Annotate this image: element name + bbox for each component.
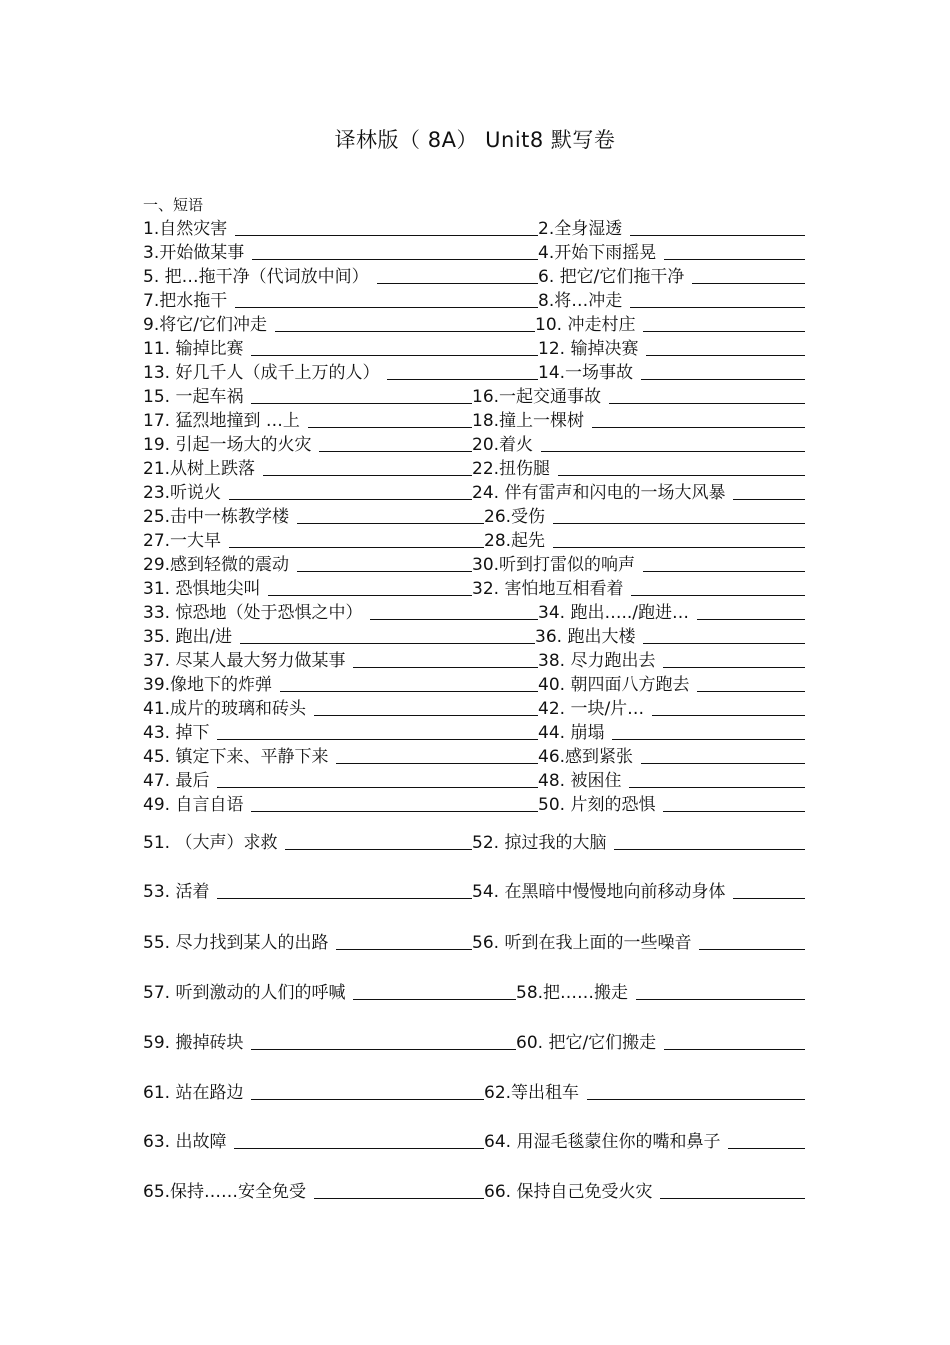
phrase-row <box>0 768 950 792</box>
phrase-prompt: 32. 害怕地互相看着 <box>472 579 624 599</box>
phrase-prompt: 56. 听到在我上面的一些噪音 <box>472 933 692 953</box>
phrase-prompt: 59. 搬掉砖块 <box>143 1033 244 1053</box>
phrase-item-right <box>516 980 805 1004</box>
answer-blank[interactable] <box>692 283 805 284</box>
phrase-row <box>0 1179 950 1203</box>
answer-blank[interactable] <box>646 355 805 356</box>
phrase-item-right <box>472 879 805 903</box>
answer-blank[interactable] <box>336 949 472 950</box>
phrase-item-right <box>538 288 805 312</box>
phrase-row <box>0 672 950 696</box>
phrase-prompt: 66. 保持自己免受火灾 <box>484 1182 653 1202</box>
answer-blank[interactable] <box>587 1099 805 1100</box>
phrase-item-left <box>143 624 535 648</box>
phrase-item-left <box>143 830 472 854</box>
phrase-prompt: 5. 把…拖干净（代词放中间） <box>143 267 369 287</box>
answer-blank[interactable] <box>643 643 805 644</box>
phrase-prompt: 55. 尽力找到某人的出路 <box>143 933 329 953</box>
answer-blank[interactable] <box>251 811 538 812</box>
phrase-item-right <box>538 336 805 360</box>
phrase-prompt: 33. 惊恐地（处于恐惧之中） <box>143 603 363 623</box>
phrase-prompt: 27.一大早 <box>143 531 222 551</box>
phrase-item-right <box>472 576 805 600</box>
phrase-item-left <box>143 672 538 696</box>
phrase-prompt: 47. 最后 <box>143 771 210 791</box>
answer-blank[interactable] <box>733 898 805 899</box>
phrase-prompt: 16.一起交通事故 <box>472 387 602 407</box>
phrase-item-left <box>143 576 472 600</box>
phrase-item-left <box>143 528 484 552</box>
answer-blank[interactable] <box>652 715 805 716</box>
phrase-prompt: 25.击中一栋教学楼 <box>143 507 290 527</box>
phrase-item-right <box>472 830 805 854</box>
phrase-prompt: 17. 猛烈地撞到 …上 <box>143 411 300 431</box>
phrase-prompt: 29.感到轻微的震动 <box>143 555 290 575</box>
phrase-item-right <box>538 768 805 792</box>
phrase-prompt: 15. 一起车祸 <box>143 387 244 407</box>
phrase-row <box>0 336 950 360</box>
phrase-prompt: 50. 片刻的恐惧 <box>538 795 656 815</box>
phrase-item-right <box>484 1179 805 1203</box>
phrase-prompt: 28.起先 <box>484 531 546 551</box>
answer-blank[interactable] <box>697 619 805 620</box>
phrase-item-right <box>472 552 805 576</box>
answer-blank[interactable] <box>636 999 805 1000</box>
phrase-row <box>0 1129 950 1153</box>
phrase-item-left <box>143 504 484 528</box>
phrase-prompt: 36. 跑出大楼 <box>535 627 636 647</box>
phrase-item-left <box>143 1129 484 1153</box>
phrase-item-right <box>484 1080 805 1104</box>
phrase-row <box>0 720 950 744</box>
section-heading: 一、短语 <box>143 196 204 214</box>
phrase-prompt: 40. 朝四面八方跑去 <box>538 675 690 695</box>
phrase-item-right <box>484 1129 805 1153</box>
phrase-prompt: 53. 活着 <box>143 882 210 902</box>
phrase-prompt: 46.感到紧张 <box>538 747 634 767</box>
answer-blank[interactable] <box>251 1099 484 1100</box>
answer-blank[interactable] <box>641 379 805 380</box>
answer-blank[interactable] <box>609 403 805 404</box>
answer-blank[interactable] <box>297 523 484 524</box>
phrase-item-right <box>538 696 805 720</box>
phrase-item-right <box>538 648 805 672</box>
answer-blank[interactable] <box>252 259 538 260</box>
answer-blank[interactable] <box>612 739 805 740</box>
phrase-prompt: 9.将它/它们冲走 <box>143 315 267 335</box>
phrase-row <box>0 528 950 552</box>
phrase-prompt: 6. 把它/它们拖干净 <box>538 267 685 287</box>
answer-blank[interactable] <box>319 451 472 452</box>
phrase-row <box>0 480 950 504</box>
phrase-item-left <box>143 930 472 954</box>
phrase-item-right <box>472 456 805 480</box>
phrase-prompt: 22.扭伤腿 <box>472 459 551 479</box>
phrase-prompt: 18.撞上一棵树 <box>472 411 585 431</box>
answer-blank[interactable] <box>275 331 535 332</box>
phrase-prompt: 2.全身湿透 <box>538 219 623 239</box>
answer-blank[interactable] <box>614 849 805 850</box>
answer-blank[interactable] <box>353 667 538 668</box>
phrase-item-right <box>484 528 805 552</box>
answer-blank[interactable] <box>663 811 805 812</box>
phrase-item-left <box>143 240 538 264</box>
phrase-item-right <box>535 624 805 648</box>
answer-blank[interactable] <box>234 1148 484 1149</box>
phrase-prompt: 37. 尽某人最大努力做某事 <box>143 651 346 671</box>
answer-blank[interactable] <box>630 235 805 236</box>
answer-blank[interactable] <box>229 499 472 500</box>
phrase-prompt: 4.开始下雨摇晃 <box>538 243 657 263</box>
answer-blank[interactable] <box>308 427 472 428</box>
answer-blank[interactable] <box>240 643 535 644</box>
answer-blank[interactable] <box>630 307 805 308</box>
phrase-prompt: 42. 一块/片… <box>538 699 645 719</box>
phrase-item-right <box>538 672 805 696</box>
answer-blank[interactable] <box>314 715 538 716</box>
phrase-prompt: 61. 站在路边 <box>143 1083 244 1103</box>
phrase-item-right <box>538 744 805 768</box>
answer-blank[interactable] <box>663 667 805 668</box>
phrase-prompt: 63. 出故障 <box>143 1132 227 1152</box>
phrase-prompt: 35. 跑出/进 <box>143 627 233 647</box>
answer-blank[interactable] <box>217 898 472 899</box>
answer-blank[interactable] <box>217 739 538 740</box>
phrase-item-left <box>143 456 472 480</box>
phrase-prompt: 30.听到打雷似的响声 <box>472 555 636 575</box>
phrase-item-left <box>143 1179 484 1203</box>
answer-blank[interactable] <box>353 999 516 1000</box>
phrase-item-right <box>538 792 805 816</box>
answer-blank[interactable] <box>553 547 805 548</box>
phrase-item-right <box>472 432 805 456</box>
answer-blank[interactable] <box>631 595 805 596</box>
phrase-item-left <box>143 336 538 360</box>
answer-blank[interactable] <box>664 259 805 260</box>
phrase-item-right <box>538 360 805 384</box>
phrase-item-left <box>143 600 538 624</box>
phrase-row <box>0 408 950 432</box>
phrase-row <box>0 504 950 528</box>
phrase-row <box>0 240 950 264</box>
phrase-row <box>0 792 950 816</box>
phrase-prompt: 65.保持……安全免受 <box>143 1182 307 1202</box>
phrase-prompt: 58.把……搬走 <box>516 983 629 1003</box>
answer-blank[interactable] <box>558 475 805 476</box>
phrase-item-left <box>143 432 472 456</box>
phrase-row <box>0 744 950 768</box>
phrase-prompt: 41.成片的玻璃和砖头 <box>143 699 307 719</box>
answer-blank[interactable] <box>229 547 484 548</box>
phrase-item-left <box>143 288 538 312</box>
phrase-row <box>0 552 950 576</box>
phrase-prompt: 24. 伴有雷声和闪电的一场大风暴 <box>472 483 726 503</box>
answer-blank[interactable] <box>697 691 805 692</box>
phrase-item-right <box>484 504 805 528</box>
phrase-item-left <box>143 1030 516 1054</box>
phrase-prompt: 31. 恐惧地尖叫 <box>143 579 261 599</box>
answer-blank[interactable] <box>541 451 805 452</box>
phrase-prompt: 48. 被困住 <box>538 771 622 791</box>
phrase-item-left <box>143 792 538 816</box>
phrase-item-right <box>472 408 805 432</box>
phrase-item-left <box>143 648 538 672</box>
answer-blank[interactable] <box>728 1148 805 1149</box>
phrase-item-left <box>143 264 538 288</box>
phrase-item-left <box>143 384 472 408</box>
answer-blank[interactable] <box>336 763 538 764</box>
phrase-row <box>0 576 950 600</box>
phrase-prompt: 45. 镇定下来、平静下来 <box>143 747 329 767</box>
answer-blank[interactable] <box>235 307 538 308</box>
phrase-prompt: 60. 把它/它们搬走 <box>516 1033 657 1053</box>
phrase-row <box>0 1080 950 1104</box>
answer-blank[interactable] <box>370 619 538 620</box>
phrase-item-left <box>143 696 538 720</box>
phrase-row <box>0 648 950 672</box>
answer-blank[interactable] <box>235 235 538 236</box>
phrase-item-left <box>143 552 472 576</box>
phrase-item-right <box>538 600 805 624</box>
phrase-item-left <box>143 879 472 903</box>
answer-blank[interactable] <box>553 523 805 524</box>
answer-blank[interactable] <box>251 1049 516 1050</box>
phrase-item-left <box>143 744 538 768</box>
phrase-prompt: 43. 掉下 <box>143 723 210 743</box>
answer-blank[interactable] <box>217 787 538 788</box>
phrase-prompt: 12. 输掉决赛 <box>538 339 639 359</box>
phrase-prompt: 20.着火 <box>472 435 534 455</box>
phrase-prompt: 51. （大声）求救 <box>143 833 278 853</box>
phrase-prompt: 14.一场事故 <box>538 363 634 383</box>
answer-blank[interactable] <box>643 331 805 332</box>
phrase-item-left <box>143 480 472 504</box>
answer-blank[interactable] <box>297 571 472 572</box>
phrase-row <box>0 456 950 480</box>
phrase-row <box>0 384 950 408</box>
phrase-row <box>0 288 950 312</box>
phrase-row <box>0 360 950 384</box>
answer-blank[interactable] <box>660 1198 805 1199</box>
phrase-row <box>0 216 950 240</box>
phrase-item-left <box>143 768 538 792</box>
phrase-prompt: 1.自然灾害 <box>143 219 228 239</box>
phrase-prompt: 21.从树上跌落 <box>143 459 256 479</box>
phrase-prompt: 10. 冲走村庄 <box>535 315 636 335</box>
phrase-row <box>0 696 950 720</box>
answer-blank[interactable] <box>629 787 805 788</box>
phrase-prompt: 23.听说火 <box>143 483 222 503</box>
phrase-prompt: 13. 好几千人（成千上万的人） <box>143 363 380 383</box>
phrase-prompt: 54. 在黑暗中慢慢地向前移动身体 <box>472 882 726 902</box>
phrase-row <box>0 432 950 456</box>
phrase-item-left <box>143 360 538 384</box>
phrase-prompt: 49. 自言自语 <box>143 795 244 815</box>
phrase-prompt: 64. 用湿毛毯蒙住你的嘴和鼻子 <box>484 1132 721 1152</box>
phrase-item-right <box>472 930 805 954</box>
answer-blank[interactable] <box>699 949 805 950</box>
answer-blank[interactable] <box>268 595 472 596</box>
phrase-item-right <box>472 384 805 408</box>
answer-blank[interactable] <box>641 763 805 764</box>
phrase-prompt: 57. 听到激动的人们的呼喊 <box>143 983 346 1003</box>
answer-blank[interactable] <box>377 283 538 284</box>
phrase-prompt: 39.像地下的炸弹 <box>143 675 273 695</box>
answer-blank[interactable] <box>733 499 805 500</box>
phrase-prompt: 52. 掠过我的大脑 <box>472 833 607 853</box>
phrase-item-left <box>143 1080 484 1104</box>
phrase-item-right <box>538 240 805 264</box>
phrase-row <box>0 600 950 624</box>
phrase-item-left <box>143 408 472 432</box>
phrase-prompt: 44. 崩塌 <box>538 723 605 743</box>
phrase-row <box>0 830 950 854</box>
phrase-item-right <box>516 1030 805 1054</box>
answer-blank[interactable] <box>280 691 538 692</box>
answer-blank[interactable] <box>664 1049 805 1050</box>
phrase-row <box>0 930 950 954</box>
answer-blank[interactable] <box>285 849 472 850</box>
phrase-prompt: 7.把水拖干 <box>143 291 228 311</box>
answer-blank[interactable] <box>263 475 472 476</box>
phrase-row <box>0 624 950 648</box>
phrase-item-right <box>535 312 805 336</box>
page-title: 译林版（ 8A） Unit8 默写卷 <box>334 128 616 152</box>
answer-blank[interactable] <box>314 1198 484 1199</box>
phrase-prompt: 19. 引起一场大的火灾 <box>143 435 312 455</box>
phrase-row <box>0 879 950 903</box>
phrase-prompt: 34. 跑出…../跑进… <box>538 603 689 623</box>
answer-blank[interactable] <box>387 379 538 380</box>
phrase-row <box>0 1030 950 1054</box>
phrase-prompt: 3.开始做某事 <box>143 243 245 263</box>
phrase-row <box>0 264 950 288</box>
answer-blank[interactable] <box>251 403 472 404</box>
phrase-item-right <box>538 264 805 288</box>
phrase-row <box>0 980 950 1004</box>
phrase-prompt: 38. 尽力跑出去 <box>538 651 656 671</box>
phrase-item-right <box>472 480 805 504</box>
phrase-prompt: 26.受伤 <box>484 507 546 527</box>
phrase-item-right <box>538 216 805 240</box>
phrase-item-right <box>538 720 805 744</box>
phrase-prompt: 62.等出租车 <box>484 1083 580 1103</box>
phrase-item-left <box>143 980 516 1004</box>
phrase-item-left <box>143 312 535 336</box>
answer-blank[interactable] <box>251 355 538 356</box>
phrase-row <box>0 312 950 336</box>
answer-blank[interactable] <box>592 427 805 428</box>
phrase-prompt: 8.将…冲走 <box>538 291 623 311</box>
phrase-item-left <box>143 216 538 240</box>
phrase-item-left <box>143 720 538 744</box>
phrase-prompt: 11. 输掉比赛 <box>143 339 244 359</box>
answer-blank[interactable] <box>643 571 805 572</box>
